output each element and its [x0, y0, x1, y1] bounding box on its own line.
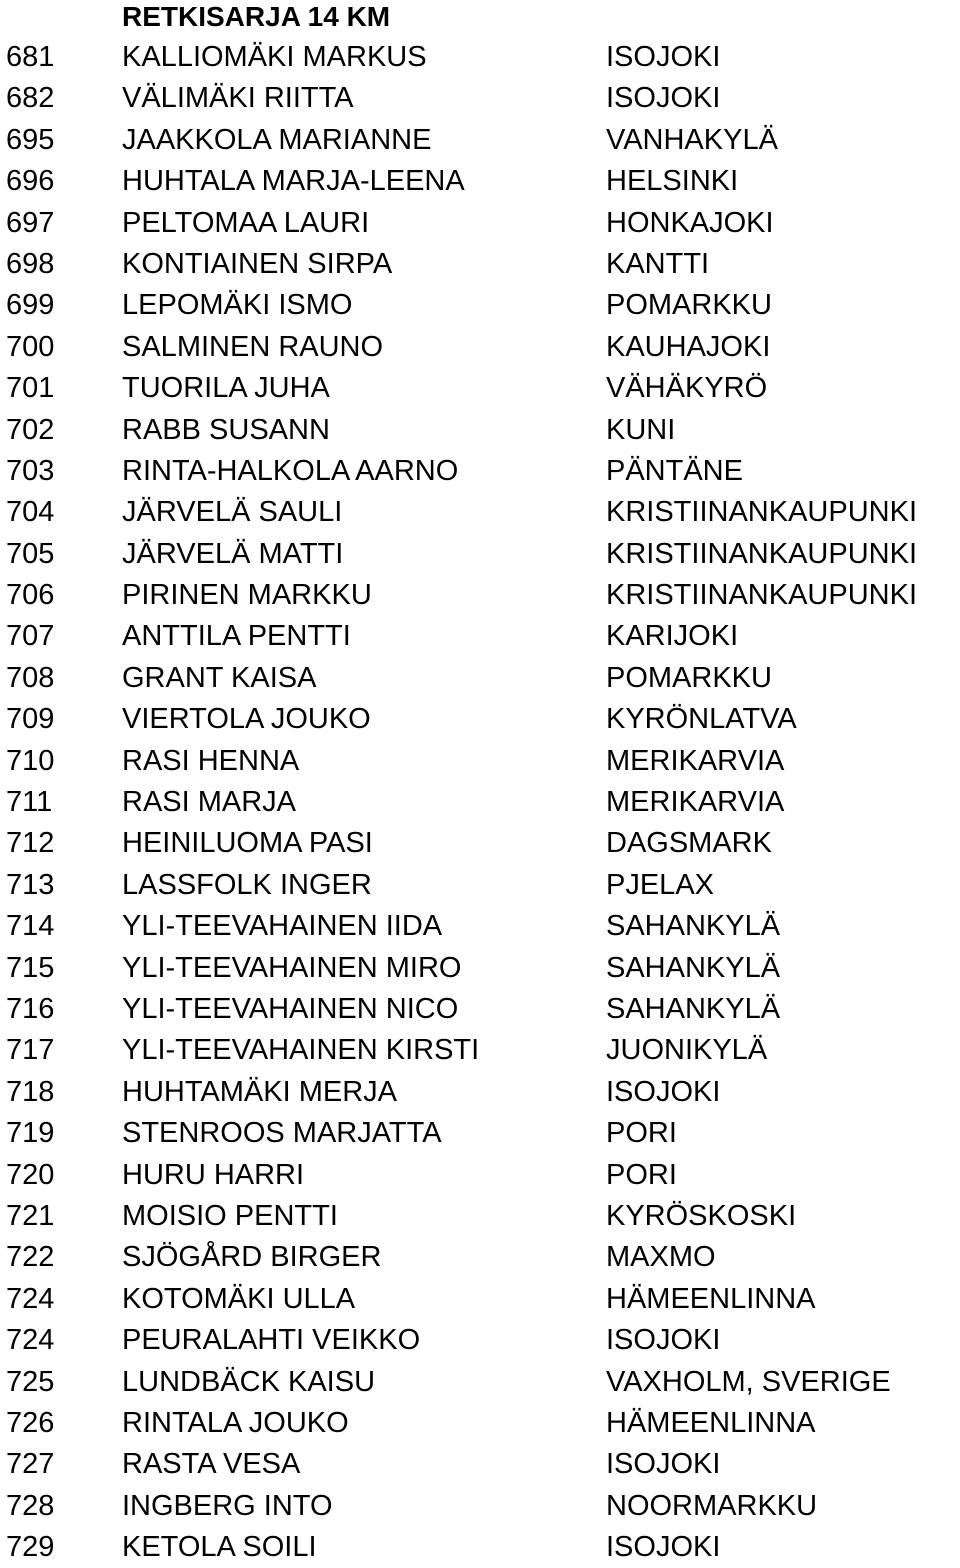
participant-city: KYRÖSKOSKI [606, 1199, 797, 1232]
participant-city: SAHANKYLÄ [606, 910, 781, 943]
participant-city: ISOJOKI [606, 1324, 721, 1357]
participant-name: PEURALAHTI VEIKKO [122, 1324, 421, 1357]
participant-city: KUNI [606, 413, 676, 446]
participant-city: PORI [606, 1117, 677, 1150]
participant-city: KRISTIINANKAUPUNKI [606, 496, 917, 529]
participant-name: LUNDBÄCK KAISU [122, 1365, 376, 1398]
participant-name: RASI HENNA [122, 744, 300, 777]
participant-number: 699 [6, 289, 55, 322]
list-item [0, 285, 960, 326]
list-item [0, 865, 960, 906]
participant-city: ISOJOKI [606, 1531, 721, 1564]
list-item [0, 161, 960, 202]
list-item [0, 37, 960, 78]
participant-name: HUHTALA MARJA-LEENA [122, 165, 465, 198]
list-item [0, 1113, 960, 1154]
participant-city: ISOJOKI [606, 1448, 721, 1481]
participant-city: KRISTIINANKAUPUNKI [606, 537, 917, 570]
list-item [0, 1486, 960, 1527]
list-item [0, 451, 960, 492]
participant-number: 718 [6, 1075, 55, 1108]
list-item [0, 1320, 960, 1361]
participant-number: 728 [6, 1489, 55, 1522]
list-item [0, 1362, 960, 1403]
participant-name: YLI-TEEVAHAINEN NICO [122, 992, 459, 1025]
list-item [0, 658, 960, 699]
participant-city: DAGSMARK [606, 827, 772, 860]
participant-number: 722 [6, 1241, 55, 1274]
participant-city: KAUHAJOKI [606, 330, 771, 363]
participant-city: VANHAKYLÄ [606, 123, 778, 156]
participant-number: 702 [6, 413, 55, 446]
participant-name: RASTA VESA [122, 1448, 301, 1481]
participant-number: 713 [6, 868, 55, 901]
participant-city: HÄMEENLINNA [606, 1406, 816, 1439]
participant-name: YLI-TEEVAHAINEN IIDA [122, 910, 443, 943]
participant-name: HURU HARRI [122, 1158, 305, 1191]
participant-number: 710 [6, 744, 55, 777]
participant-name: VÄLIMÄKI RIITTA [122, 82, 354, 115]
list-item [0, 78, 960, 119]
participant-name: KETOLA SOILI [122, 1531, 317, 1564]
list-item [0, 410, 960, 451]
participant-number: 700 [6, 330, 55, 363]
participant-name: JÄRVELÄ MATTI [122, 537, 344, 570]
participant-number: 708 [6, 661, 55, 694]
participant-number: 712 [6, 827, 55, 860]
participant-name: PELTOMAA LAURI [122, 206, 370, 239]
participant-city: HONKAJOKI [606, 206, 774, 239]
list-item [0, 327, 960, 368]
participant-name: VIERTOLA JOUKO [122, 703, 371, 736]
list-item [0, 1030, 960, 1071]
participant-name: STENROOS MARJATTA [122, 1117, 442, 1150]
participant-city: SAHANKYLÄ [606, 951, 781, 984]
participant-city: PJELAX [606, 868, 714, 901]
list-item [0, 534, 960, 575]
participant-name: SALMINEN RAUNO [122, 330, 384, 363]
list-item [0, 782, 960, 823]
participant-name: INGBERG INTO [122, 1489, 333, 1522]
list-item [0, 1527, 960, 1568]
participant-number: 720 [6, 1158, 55, 1191]
list-item [0, 1237, 960, 1278]
participant-number: 701 [6, 372, 55, 405]
participant-number: 682 [6, 82, 55, 115]
participant-city: PÄNTÄNE [606, 454, 743, 487]
participant-name: PIRINEN MARKKU [122, 579, 372, 612]
participant-number: 681 [6, 41, 55, 73]
participant-number: 724 [6, 1324, 55, 1357]
participant-number: 704 [6, 496, 55, 529]
participant-name: JÄRVELÄ SAULI [122, 496, 343, 529]
list-item [0, 823, 960, 864]
participant-number: 721 [6, 1199, 55, 1232]
list-item [0, 1072, 960, 1113]
participant-city: POMARKKU [606, 289, 772, 322]
participant-name: HEINILUOMA PASI [122, 827, 373, 860]
participant-city: SAHANKYLÄ [606, 992, 781, 1025]
list-item [0, 699, 960, 740]
participant-number: 726 [6, 1406, 55, 1439]
participant-number: 707 [6, 620, 55, 653]
participant-name: RINTALA JOUKO [122, 1406, 349, 1439]
participant-name: ANTTILA PENTTI [122, 620, 351, 653]
participant-name: RABB SUSANN [122, 413, 330, 446]
participant-number: 703 [6, 454, 55, 487]
participant-name: MOISIO PENTTI [122, 1199, 338, 1232]
participant-name: RASI MARJA [122, 786, 297, 819]
participant-name: YLI-TEEVAHAINEN KIRSTI [122, 1034, 480, 1067]
participant-name: LEPOMÄKI ISMO [122, 289, 353, 322]
participant-number: 714 [6, 910, 55, 943]
participant-list [0, 37, 960, 1568]
participant-city: MERIKARVIA [606, 786, 785, 819]
participant-city: KRISTIINANKAUPUNKI [606, 579, 917, 612]
list-item [0, 906, 960, 947]
participant-city: ISOJOKI [606, 41, 721, 73]
participant-name: KOTOMÄKI ULLA [122, 1282, 356, 1315]
participant-name: GRANT KAISA [122, 661, 317, 694]
participant-city: NOORMARKKU [606, 1489, 818, 1522]
participant-number: 719 [6, 1117, 55, 1150]
participant-number: 709 [6, 703, 55, 736]
participant-name: YLI-TEEVAHAINEN MIRO [122, 951, 462, 984]
participant-name: KALLIOMÄKI MARKUS [122, 41, 427, 73]
list-item [0, 1196, 960, 1237]
participant-city: VAXHOLM, SVERIGE [606, 1365, 891, 1398]
participant-city: KARIJOKI [606, 620, 739, 653]
list-item [0, 616, 960, 657]
list-item [0, 1279, 960, 1320]
list-item [0, 1403, 960, 1444]
participant-name: KONTIAINEN SIRPA [122, 247, 393, 280]
participant-number: 724 [6, 1282, 55, 1315]
participant-city: VÄHÄKYRÖ [606, 372, 768, 405]
participant-name: HUHTAMÄKI MERJA [122, 1075, 397, 1108]
list-item [0, 741, 960, 782]
participant-city: JUONIKYLÄ [606, 1034, 768, 1067]
participant-city: KYRÖNLATVA [606, 703, 797, 736]
participant-number: 695 [6, 123, 55, 156]
list-item [0, 1444, 960, 1485]
list-item [0, 203, 960, 244]
participant-number: 705 [6, 537, 55, 570]
list-item [0, 120, 960, 161]
participant-number: 697 [6, 206, 55, 239]
list-item [0, 948, 960, 989]
list-item [0, 244, 960, 285]
participant-number: 711 [6, 786, 53, 819]
participant-number: 729 [6, 1531, 55, 1564]
participant-city: HÄMEENLINNA [606, 1282, 816, 1315]
participant-city: MAXMO [606, 1241, 716, 1274]
participant-number: 706 [6, 579, 55, 612]
participant-name: LASSFOLK INGER [122, 868, 372, 901]
list-item [0, 492, 960, 533]
list-item [0, 575, 960, 616]
participant-name: RINTA-HALKOLA AARNO [122, 454, 459, 487]
participant-city: PORI [606, 1158, 677, 1191]
list-item [0, 1155, 960, 1196]
participant-city: MERIKARVIA [606, 744, 785, 777]
page-title: RETKISARJA 14 KM [122, 1, 391, 32]
list-item [0, 368, 960, 409]
participant-city: ISOJOKI [606, 1075, 721, 1108]
participant-number: 716 [6, 992, 55, 1025]
participant-number: 727 [6, 1448, 55, 1481]
participant-number: 717 [6, 1034, 55, 1067]
list-item [0, 989, 960, 1030]
participant-name: JAAKKOLA MARIANNE [122, 123, 432, 156]
participant-city: ISOJOKI [606, 82, 721, 115]
participant-name: SJÖGÅRD BIRGER [122, 1241, 382, 1274]
participant-number: 715 [6, 951, 55, 984]
participant-name: TUORILA JUHA [122, 372, 330, 405]
participant-number: 696 [6, 165, 55, 198]
participant-city: POMARKKU [606, 661, 772, 694]
participant-number: 698 [6, 247, 55, 280]
participant-city: KANTTI [606, 247, 710, 280]
participant-number: 725 [6, 1365, 55, 1398]
participant-city: HELSINKI [606, 165, 739, 198]
